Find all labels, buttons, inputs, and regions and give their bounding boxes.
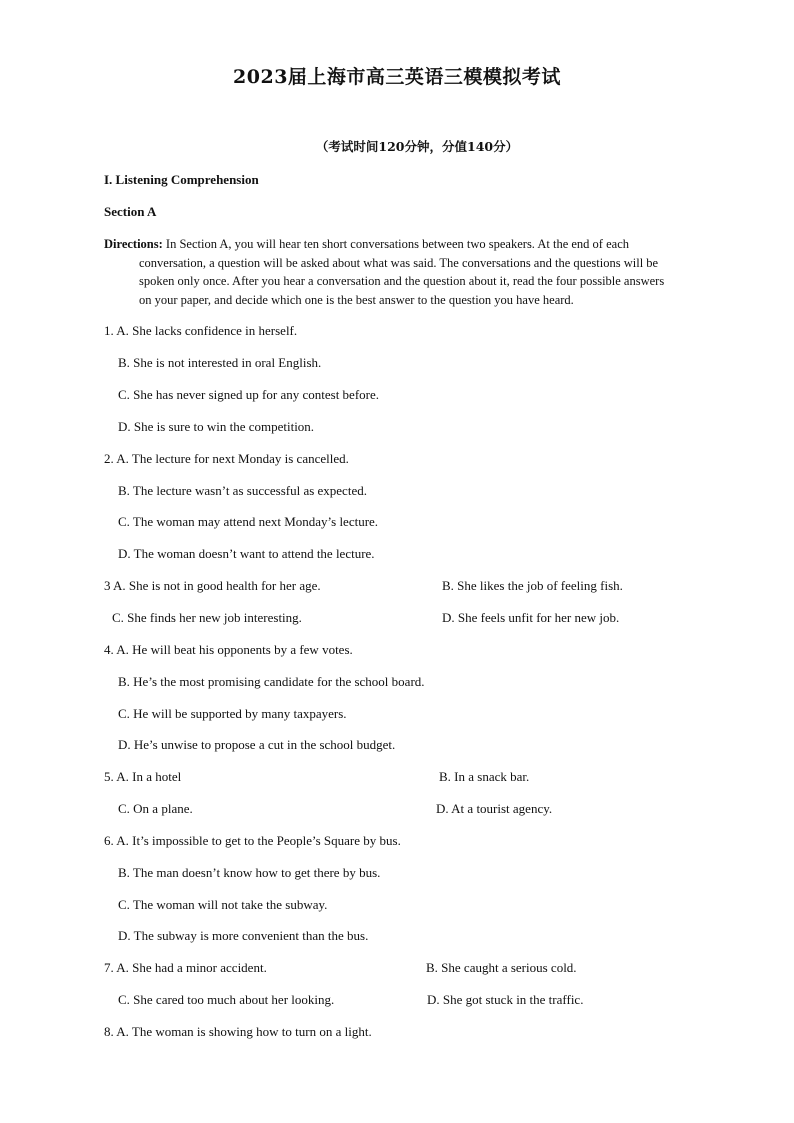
question-4-option-d: D. He’s unwise to propose a cut in the school budget. [118,737,396,752]
question-6-option-a: 6. A. It’s impossible to get to the People’s Square by bus. [104,833,401,848]
question-1-option-b: B. She is not interested in oral English. [118,355,322,370]
question-6-option-c: C. The woman will not take the subway. [118,897,328,912]
directions-line: on your paper, and decide which one is the best answer to the question you have heard. [139,292,574,307]
question-3-option-c: C. She finds her new job interesting. [112,610,302,625]
question-3-option-d: D. She feels unfit for her new job. [442,610,620,625]
question-5-option-a: 5. A. In a hotel [104,769,182,784]
question-5-option-b: B. In a snack bar. [439,769,530,784]
question-4-option-a: 4. A. He will beat his opponents by a few votes. [104,642,353,657]
directions-line: spoken only once. After you hear a conversation and the question about it, read the four possible answers [139,274,665,289]
question-4-option-b: B. He’s the most promising candidate for the school board. [118,674,425,689]
question-5-option-d: D. At a tourist agency. [436,801,553,816]
question-4-option-c: C. He will be supported by many taxpayers. [118,706,347,721]
question-8-option-a: 8. A. The woman is showing how to turn on a light. [104,1024,372,1039]
question-6-option-d: D. The subway is more convenient than the bus. [118,928,369,943]
question-7-option-b: B. She caught a serious cold. [426,960,577,975]
question-6-option-b: B. The man doesn’t know how to get there by bus. [118,865,381,880]
section-heading: Section A [104,204,157,219]
question-3-option-b: B. She likes the job of feeling fish. [442,578,623,593]
question-2-option-d: D. The woman doesn’t want to attend the lecture. [118,546,375,561]
directions-line: Directions: In Section A, you will hear ten short conversations between two speakers. At the end of each [104,237,629,251]
question-1-option-a: 1. A. She lacks confidence in herself. [104,323,298,338]
question-3-option-a: 3 A. She is not in good health for her age. [104,578,321,593]
exam-subtitle: （考试时间120分钟，分值140分） [315,139,519,154]
question-2-option-b: B. The lecture wasn’t as successful as expected. [118,483,367,498]
question-7-option-c: C. She cared too much about her looking. [118,992,335,1007]
question-2-option-a: 2. A. The lecture for next Monday is cancelled. [104,451,349,466]
question-1-option-c: C. She has never signed up for any contest before. [118,387,380,402]
question-5-option-c: C. On a plane. [118,801,193,816]
question-1-option-d: D. She is sure to win the competition. [118,419,315,434]
question-7-option-a: 7. A. She had a minor accident. [104,960,267,975]
directions [104,235,734,309]
question-2-option-c: C. The woman may attend next Monday’s lecture. [118,514,379,529]
exam-title: 2023届上海市高三英语三模模拟考试 [233,66,561,88]
part-heading: I. Listening Comprehension [104,172,259,187]
question-7-option-d: D. She got stuck in the traffic. [427,992,584,1007]
directions-line: conversation, a question will be asked about what was said. The conversations and the questions will be [139,255,659,270]
directions-label: Directions: [104,237,163,251]
